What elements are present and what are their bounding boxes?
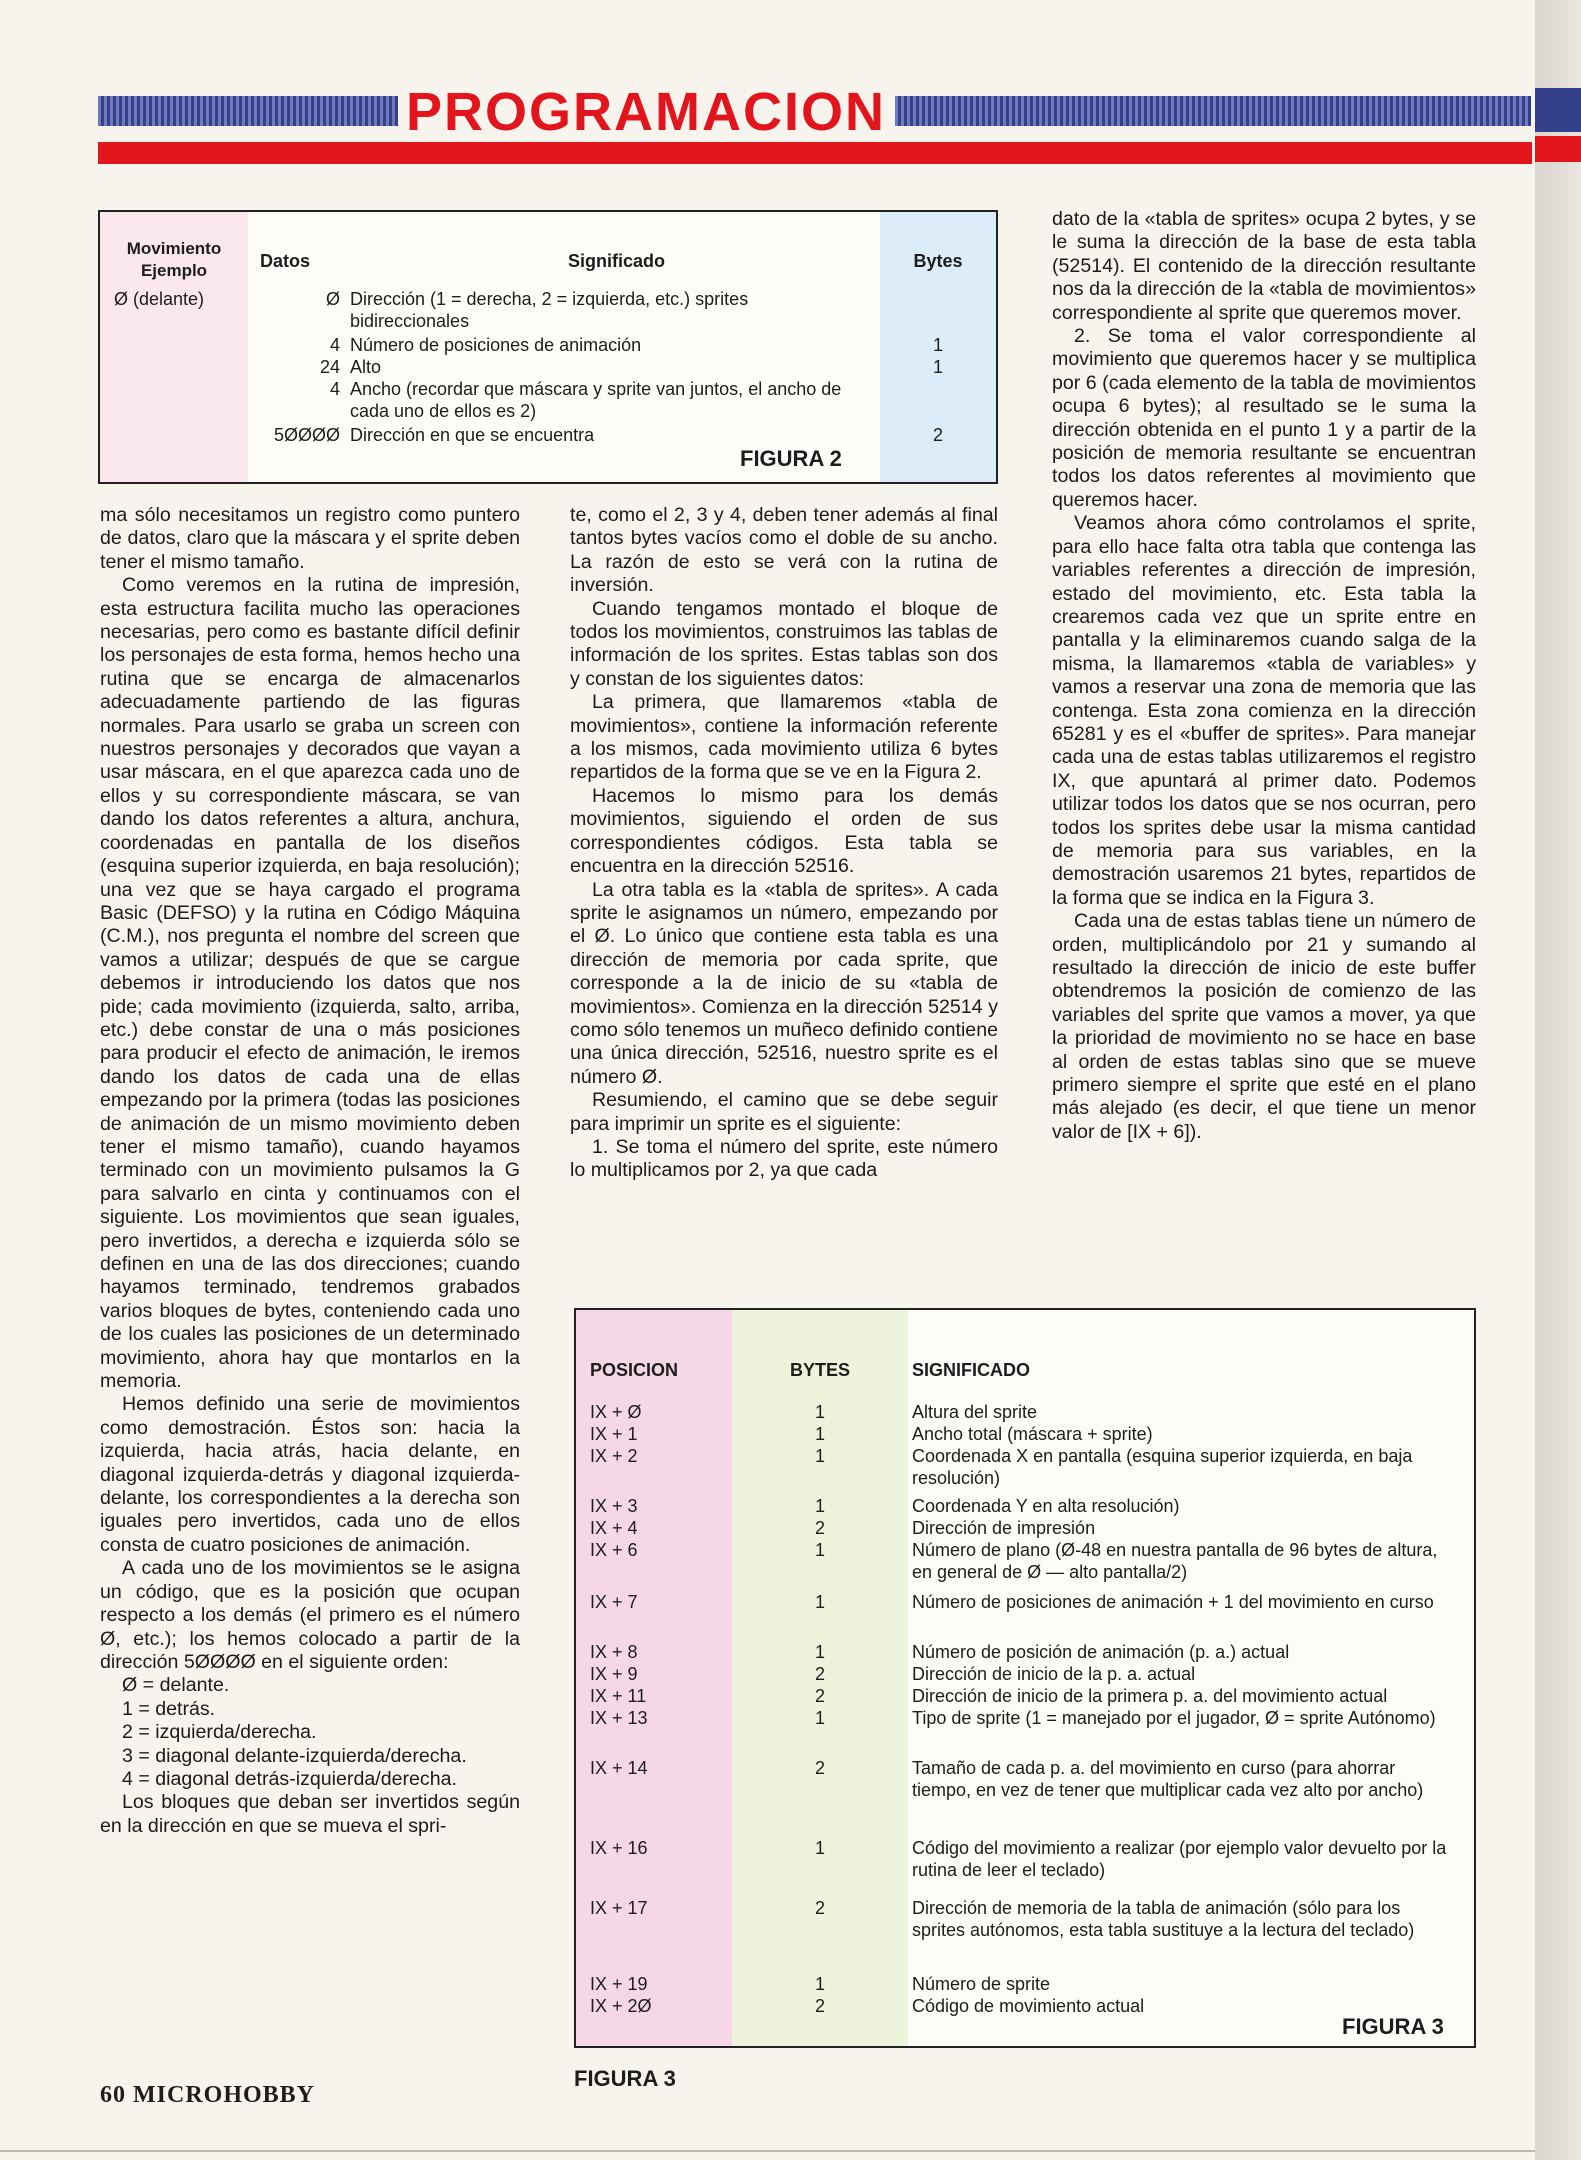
- bytes-cell: 2: [932, 425, 943, 445]
- bytes-cell: 2: [814, 1664, 825, 1684]
- datos-cell: 5ØØØØ: [273, 425, 340, 445]
- meaning-cell: Coordenada X en pantalla (esquina superior izquierda, en baja resolución): [912, 1446, 1413, 1488]
- figure-2-header-significado: Significado: [568, 251, 666, 271]
- paragraph: Hacemos lo mismo para los demás movimientos, siguiendo el orden de sus correspondientes códigos. Esta tabla se encuentra en la dirección 52516.: [570, 784, 998, 878]
- meaning-cell: Número de sprite: [912, 1974, 1051, 1994]
- meaning-cell: Código de movimiento actual: [912, 1996, 1145, 2016]
- position-cell: IX + 1: [590, 1424, 638, 1444]
- figure-3-header-bytes: BYTES: [789, 1360, 850, 1380]
- bytes-cell: 1: [814, 1540, 825, 1560]
- position-cell: IX + 11: [590, 1686, 647, 1706]
- bytes-cell: 1: [814, 1402, 825, 1422]
- meaning-cell: Dirección de impresión: [912, 1518, 1096, 1538]
- figure-2-header-example: Movimiento Ejemplo: [126, 239, 222, 280]
- significado-cell: Dirección (1 = derecha, 2 = izquierda, etc.) sprites bidireccionales: [350, 289, 749, 331]
- page-edge: [1535, 0, 1581, 2160]
- bottom-rule: [0, 2150, 1535, 2152]
- bytes-cell: 2: [814, 1996, 825, 2016]
- significado-cell: Alto: [350, 357, 382, 377]
- bytes-cell: 1: [932, 357, 943, 377]
- position-cell: IX + 16: [590, 1838, 648, 1858]
- figure-3-label: FIGURA 3: [1342, 2014, 1444, 2039]
- paragraph: 1. Se toma el número del sprite, este número lo multiplicamos por 2, ya que cada: [570, 1135, 998, 1182]
- section-title: PROGRAMACION: [406, 82, 886, 142]
- position-cell: IX + 4: [590, 1518, 638, 1538]
- paragraph: ma sólo necesitamos un registro como puntero de datos, claro que la máscara y el sprite deben tener el mismo tamaño.: [100, 504, 520, 573]
- meaning-cell: Dirección de memoria de la tabla de animación (sólo para los sprites autónomos, esta tabla sustituye a la lectura del teclado): [912, 1898, 1415, 1940]
- figure-3-caption: FIGURA 3: [574, 2066, 676, 2091]
- meaning-cell: Altura del sprite: [912, 1402, 1038, 1422]
- paragraph: Cada una de estas tablas tiene un número de orden, multiplicándolo por 21 y sumando al resultado la dirección de inicio de este buffer obtendremos la posición de comienzo de las variables del sprite que vamos a mover, ya que la prioridad de movimiento no se hace en base al orden de estas tablas sino que se mueve primero siempre el sprite que esté en el plano más alejado (es decir, el que tiene un menor valor de [IX + 6]).: [1052, 910, 1476, 1143]
- figure-2-header-bytes: Bytes: [913, 251, 963, 271]
- paragraph: te, como el 2, 3 y 4, deben tener además al final tantos bytes vacíos como el doble de su ancho. La razón de esto se verá con la rutina de inversión.: [570, 504, 998, 597]
- meaning-cell: Dirección de inicio de la p. a. actual: [912, 1664, 1196, 1684]
- paragraph: A cada uno de los movimientos se le asigna un código, que es la posición que ocupan respecto a los demás (el primero es el número Ø, etc.); los hemos colocado a partir de la dirección 5ØØØØ en el siguiente orden:: [100, 1557, 520, 1673]
- figure-2-header-datos: Datos: [260, 251, 311, 271]
- meaning-cell: Ancho total (máscara + sprite): [912, 1424, 1153, 1444]
- list-item: 2 = izquierda/derecha.: [122, 1721, 317, 1744]
- header-red-bar: [98, 142, 1532, 164]
- bytes-cell: 1: [814, 1496, 825, 1516]
- paragraph: Hemos definido una serie de movimientos como demostración. Éstos son: hacia la izquierda, hacia atrás, hacia delante, en diagonal izquierda-detrás y diagonal izquierda-delante, los correspondientes a la derecha son iguales pero invertidos, cada uno de ellos consta de cuatro posiciones de animación.: [100, 1393, 520, 1556]
- position-cell: IX + 3: [590, 1496, 638, 1516]
- paragraph: 2. Se toma el valor correspondiente al movimiento que queremos hacer y se multiplica por 6 (cada elemento de la tabla de movimientos ocupa 6 bytes); al resultado se le suma la dirección obtenida en el punto 1 y a partir de la posición de memoria resultante se encuentran todos los datos referentes al movimiento que queremos hacer.: [1052, 325, 1476, 511]
- paragraph: dato de la «tabla de sprites» ocupa 2 bytes, y se le suma la dirección de la base de esta tabla (52514). El contenido de la dirección resultante nos da la dirección de la «tabla de movimientos» correspondiente al sprite que queremos mover.: [1052, 208, 1476, 324]
- significado-cell: Dirección en que se encuentra: [350, 425, 595, 445]
- datos-cell: 4: [329, 335, 340, 355]
- bytes-cell: 1: [814, 1838, 825, 1858]
- bytes-cell: 1: [814, 1446, 825, 1466]
- bytes-cell: 2: [814, 1758, 825, 1778]
- figure-3-table: [574, 1308, 1476, 2048]
- edge-tab-blue: [1535, 88, 1581, 132]
- meaning-cell: Tamaño de cada p. a. del movimiento en curso (para ahorrar tiempo, en vez de tener que multiplicar cada vez alto por ancho): [912, 1758, 1424, 1800]
- bytes-cell: 1: [814, 1592, 825, 1612]
- bytes-cell: 2: [814, 1686, 825, 1706]
- article-column-1: [100, 504, 520, 1838]
- position-cell: IX + 17: [590, 1898, 648, 1918]
- paragraph: Como veremos en la rutina de impresión, esta estructura facilita mucho las operaciones necesarias, pero como es bastante difícil definir los personajes de esta forma, hemos hecho una rutina que se encarga de almacenarlos adecuadamente partiendo de las figuras normales. Para usarlo se graba un screen con nuestros personajes y decorados que vayan a usar máscara, en el que aparezca cada uno de ellos y su correspondiente máscara, se van dando los datos referentes a altura, anchura, coordenadas en pantalla de los diseños (esquina superior izquierda, en baja resolución); una vez que se haya cargado el programa Basic (DEFSO) y la rutina en Código Máquina (C.M.), nos pregunta el nombre del screen que vamos a utilizar; después de que se cargue debemos ir introduciendo los datos que nos pide; cada movimiento (izquierda, salto, arriba, etc.) debe constar de una o más posiciones para producir el efecto de animación, le iremos dando los datos de cada una de ellas empezando por la primera (todas las posiciones de animación de un mismo movimiento deben tener el mismo tamaño), cuando hayamos terminado con un movimiento pulsamos la G para salvarlo en cinta y continuamos con el siguiente. Los movimientos que sean iguales, pero invertidos, a derecha e izquierda sólo se definen en una de las dos direcciones; cuando hayamos terminado, tendremos grabados varios bloques de bytes, conteniendo cada uno de los cuales las posiciones de un determinado movimiento, ahora hay que montarlos en la memoria.: [100, 574, 520, 1393]
- list-item: 3 = diagonal delante-izquierda/derecha.: [122, 1744, 467, 1767]
- bytes-cell: 2: [814, 1898, 825, 1918]
- datos-cell: Ø: [325, 289, 340, 309]
- position-cell: IX + 13: [590, 1708, 648, 1728]
- significado-cell: Número de posiciones de animación: [350, 335, 642, 355]
- position-cell: IX + 2: [590, 1446, 638, 1466]
- significado-cell: Ancho (recordar que máscara y sprite van juntos, el ancho de cada uno de ellos es 2): [350, 379, 842, 421]
- meaning-cell: Dirección de inicio de la primera p. a. del movimiento actual: [912, 1686, 1388, 1706]
- datos-cell: 24: [319, 357, 340, 377]
- paragraph: Los bloques que deban ser invertidos según en la dirección en que se mueva el spri-: [100, 1791, 520, 1837]
- position-cell: IX + 8: [590, 1642, 638, 1662]
- header-stripe-right: [895, 96, 1531, 126]
- datos-cell: 4: [329, 379, 340, 399]
- bytes-cell: 1: [814, 1424, 825, 1444]
- meaning-cell: Código del movimiento a realizar (por ejemplo valor devuelto por la rutina de leer el teclado): [912, 1838, 1447, 1880]
- article-column-3: [1052, 208, 1476, 1144]
- position-cell: IX + 7: [590, 1592, 638, 1612]
- figure-3-header-posicion: POSICION: [590, 1360, 679, 1380]
- list-item: 4 = diagonal detrás-izquierda/derecha.: [122, 1767, 457, 1790]
- page-footer: 60 MICROHOBBY: [100, 2082, 316, 2108]
- figure-3-header-significado: SIGNIFICADO: [912, 1360, 1031, 1380]
- position-cell: IX + 2Ø: [590, 1996, 652, 2016]
- list-item: Ø = delante.: [122, 1674, 230, 1697]
- list-item: 1 = detrás.: [122, 1697, 216, 1720]
- bytes-cell: 1: [814, 1708, 825, 1728]
- header-stripe-left: [98, 96, 398, 126]
- meaning-cell: Coordenada Y en alta resolución): [912, 1496, 1180, 1516]
- bytes-cell: 2: [814, 1518, 825, 1538]
- position-cell: IX + 9: [590, 1664, 638, 1684]
- figure-2-table: [98, 210, 998, 484]
- bytes-cell: 1: [814, 1642, 825, 1662]
- meaning-cell: Tipo de sprite (1 = manejado por el jugador, Ø = sprite Autónomo): [912, 1708, 1436, 1728]
- position-cell: IX + 19: [590, 1974, 648, 1994]
- meaning-cell: Número de posición de animación (p. a.) actual: [912, 1642, 1290, 1662]
- meaning-cell: Número de plano (Ø-48 en nuestra pantalla de 96 bytes de altura, en general de Ø — alto pantalla/2): [912, 1540, 1438, 1582]
- meaning-cell: Número de posiciones de animación + 1 del movimiento en curso: [912, 1592, 1434, 1612]
- bytes-cell: 1: [932, 335, 943, 355]
- position-cell: IX + Ø: [590, 1402, 642, 1422]
- figure-2-label: FIGURA 2: [740, 446, 842, 471]
- paragraph: Veamos ahora cómo controlamos el sprite, para ello hace falta otra tabla que contenga las variables referentes a dirección de impresión, estado del movimiento, etc. Esta tabla la crearemos cada vez que un sprite entre en pantalla y la eliminaremos cuando salga de la misma, la llamaremos «tabla de variables» y vamos a reservar una zona de memoria que las contenga. Esta zona comienza en la dirección 65281 y es el «buffer de sprites». Para manejar cada una de estas tablas utilizaremos el registro IX, que apuntará al primer dato. Podemos utilizar todos los datos que se nos ocurran, pero todos los sprites debe usar la misma cantidad de memoria para sus variables, en la demostración usaremos 21 bytes, repartidos de la forma que se indica en la Figura 3.: [1052, 512, 1476, 909]
- position-cell: IX + 6: [590, 1540, 638, 1560]
- article-column-2: [570, 504, 998, 1183]
- paragraph: La otra tabla es la «tabla de sprites». A cada sprite le asignamos un número, empezando por el Ø. Lo único que contiene esta tabla es una dirección de memoria por cada sprite, que corresponde a la de inicio de su «tabla de movimientos». Comienza en la dirección 52514 y como sólo tenemos un muñeco definido contiene una única dirección, 52516, nuestro sprite es el número Ø.: [570, 878, 998, 1088]
- paragraph: La primera, que llamaremos «tabla de movimientos», contiene la información referente a los mismos, cada movimiento utiliza 6 bytes repartidos de la forma que se ve en la Figura 2.: [570, 691, 998, 784]
- edge-tab-red: [1535, 136, 1581, 162]
- figure-2-example-value: Ø (delante): [114, 289, 205, 309]
- position-cell: IX + 14: [590, 1758, 648, 1778]
- paragraph: Cuando tengamos montado el bloque de todos los movimientos, construimos las tablas de información de los sprites. Estas tablas son dos y constan de los siguientes datos:: [570, 597, 998, 690]
- paragraph: Resumiendo, el camino que se debe seguir para imprimir un sprite es el siguiente:: [570, 1089, 998, 1135]
- bytes-cell: 1: [814, 1974, 825, 1994]
